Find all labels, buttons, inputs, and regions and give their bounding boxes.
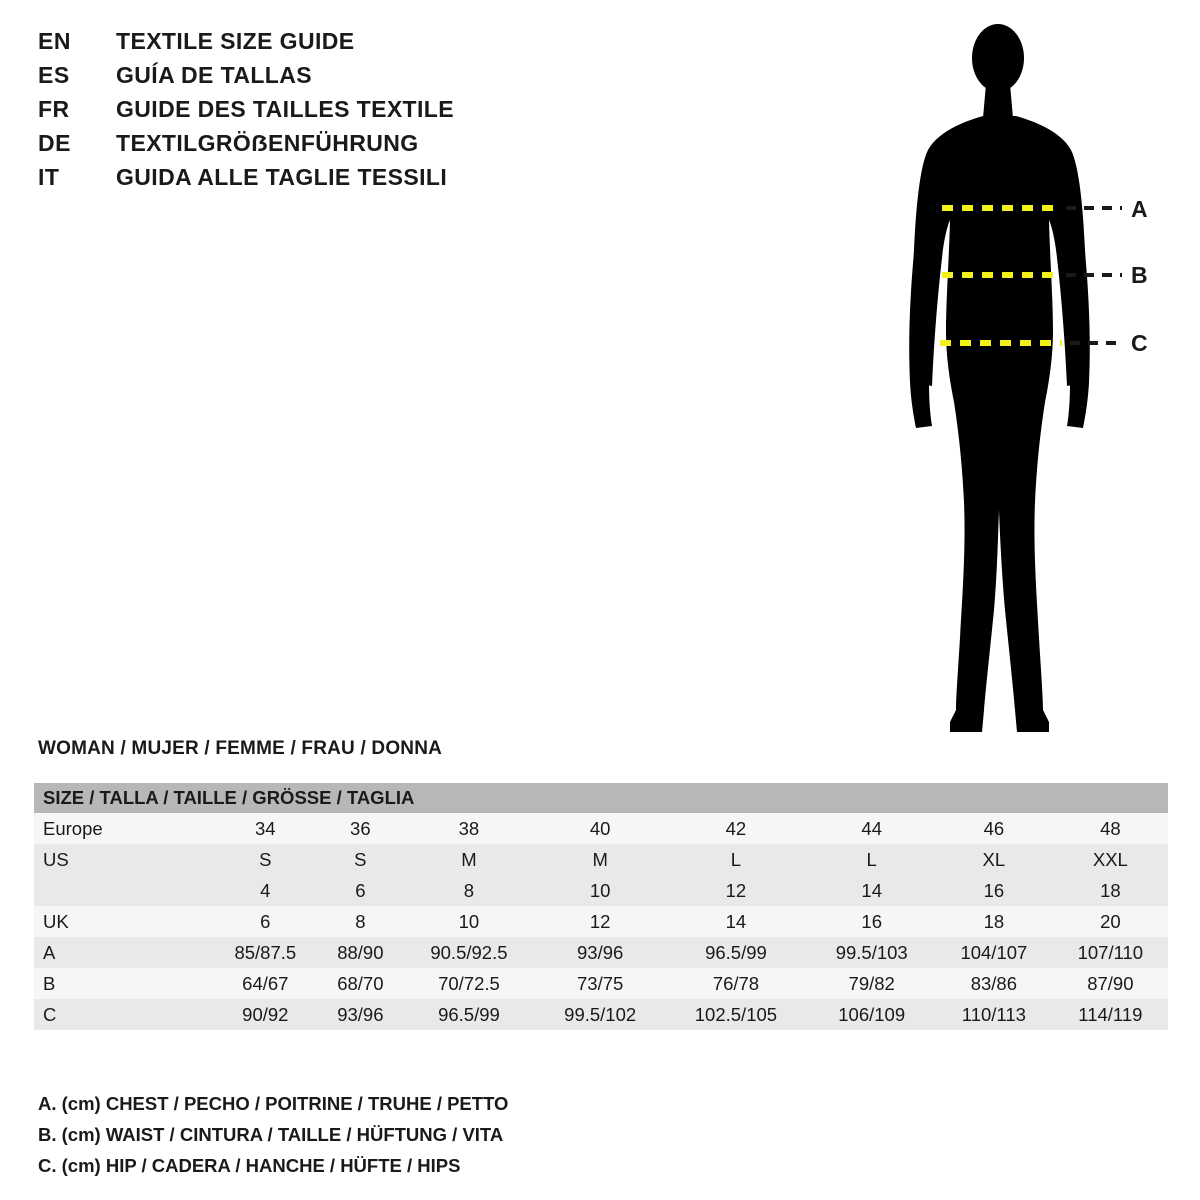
cell: L bbox=[664, 844, 809, 875]
cell: 16 bbox=[808, 906, 935, 937]
language-title-block bbox=[38, 28, 658, 198]
waist-measurement-label: B bbox=[1131, 262, 1148, 288]
cell: XXL bbox=[1053, 844, 1168, 875]
table-row bbox=[34, 937, 1168, 968]
cell: 99.5/103 bbox=[808, 937, 935, 968]
cell: 38 bbox=[401, 813, 537, 844]
cell: M bbox=[401, 844, 537, 875]
cell: 104/107 bbox=[935, 937, 1053, 968]
measurement-legend bbox=[38, 1088, 738, 1181]
cell: 4 bbox=[211, 875, 320, 906]
cell: 68/70 bbox=[320, 968, 401, 999]
cell: 70/72.5 bbox=[401, 968, 537, 999]
cell: 10 bbox=[537, 875, 664, 906]
cell: 42 bbox=[664, 813, 809, 844]
row-label: C bbox=[34, 999, 211, 1030]
cell: 16 bbox=[935, 875, 1053, 906]
table-header-label: SIZE / TALLA / TAILLE / GRÖSSE / TAGLIA bbox=[34, 783, 1168, 813]
cell: 107/110 bbox=[1053, 937, 1168, 968]
table-row bbox=[34, 999, 1168, 1030]
cell: S bbox=[320, 844, 401, 875]
cell: 6 bbox=[320, 875, 401, 906]
title-text: GUÍA DE TALLAS bbox=[116, 62, 312, 88]
female-silhouette-icon bbox=[850, 10, 1190, 750]
cell: 36 bbox=[320, 813, 401, 844]
cell: 18 bbox=[1053, 875, 1168, 906]
cell: 87/90 bbox=[1053, 968, 1168, 999]
table-row bbox=[34, 968, 1168, 999]
cell: 96.5/99 bbox=[401, 999, 537, 1030]
title-lang-code: ES bbox=[38, 62, 70, 88]
cell: 79/82 bbox=[808, 968, 935, 999]
cell: 76/78 bbox=[664, 968, 809, 999]
row-label: A bbox=[34, 937, 211, 968]
cell: 93/96 bbox=[537, 937, 664, 968]
cell: 73/75 bbox=[537, 968, 664, 999]
cell: 34 bbox=[211, 813, 320, 844]
title-row bbox=[38, 96, 658, 130]
cell: 99.5/102 bbox=[537, 999, 664, 1030]
cell: XL bbox=[935, 844, 1053, 875]
title-text: GUIDA ALLE TAGLIE TESSILI bbox=[116, 164, 448, 190]
cell: 110/113 bbox=[935, 999, 1053, 1030]
cell: 83/86 bbox=[935, 968, 1053, 999]
hip-measurement-label: C bbox=[1131, 330, 1148, 356]
cell: S bbox=[211, 844, 320, 875]
legend-chest: A. (cm) CHEST / PECHO / POITRINE / TRUHE / PETTO bbox=[38, 1093, 509, 1114]
chest-measurement-label: A bbox=[1131, 196, 1148, 222]
title-lang-code: EN bbox=[38, 28, 71, 54]
row-label: US bbox=[34, 844, 211, 875]
cell: 12 bbox=[537, 906, 664, 937]
cell: 85/87.5 bbox=[211, 937, 320, 968]
title-row bbox=[38, 164, 658, 198]
title-row bbox=[38, 28, 658, 62]
table-row bbox=[34, 906, 1168, 937]
cell: 106/109 bbox=[808, 999, 935, 1030]
title-lang-code: IT bbox=[38, 164, 60, 190]
row-label: Europe bbox=[34, 813, 211, 844]
row-label: UK bbox=[34, 906, 211, 937]
cell: 102.5/105 bbox=[664, 999, 809, 1030]
cell: 90.5/92.5 bbox=[401, 937, 537, 968]
cell: M bbox=[537, 844, 664, 875]
title-row bbox=[38, 62, 658, 96]
title-text: TEXTILE SIZE GUIDE bbox=[116, 28, 355, 54]
size-chart-table bbox=[34, 783, 1168, 1030]
cell: 8 bbox=[320, 906, 401, 937]
title-text: TEXTILGRÖẞENFÜHRUNG bbox=[116, 130, 419, 156]
cell: 114/119 bbox=[1053, 999, 1168, 1030]
female-body-figure bbox=[850, 10, 1190, 750]
section-heading-woman: WOMAN / MUJER / FEMME / FRAU / DONNA bbox=[38, 738, 443, 759]
cell: 18 bbox=[935, 906, 1053, 937]
cell: L bbox=[808, 844, 935, 875]
cell: 40 bbox=[537, 813, 664, 844]
cell: 88/90 bbox=[320, 937, 401, 968]
cell: 12 bbox=[664, 875, 809, 906]
cell: 90/92 bbox=[211, 999, 320, 1030]
cell: 6 bbox=[211, 906, 320, 937]
cell: 10 bbox=[401, 906, 537, 937]
cell: 93/96 bbox=[320, 999, 401, 1030]
row-label: B bbox=[34, 968, 211, 999]
title-row bbox=[38, 130, 658, 164]
cell: 20 bbox=[1053, 906, 1168, 937]
row-label bbox=[34, 875, 211, 906]
cell: 14 bbox=[664, 906, 809, 937]
table-header-row bbox=[34, 783, 1168, 813]
table-row bbox=[34, 813, 1168, 844]
table-row bbox=[34, 875, 1168, 906]
cell: 14 bbox=[808, 875, 935, 906]
cell: 44 bbox=[808, 813, 935, 844]
cell: 46 bbox=[935, 813, 1053, 844]
table-row bbox=[34, 844, 1168, 875]
cell: 48 bbox=[1053, 813, 1168, 844]
legend-waist: B. (cm) WAIST / CINTURA / TAILLE / HÜFTUNG / VITA bbox=[38, 1124, 504, 1145]
legend-hip: C. (cm) HIP / CADERA / HANCHE / HÜFTE / HIPS bbox=[38, 1155, 461, 1176]
title-text: GUIDE DES TAILLES TEXTILE bbox=[116, 96, 454, 122]
cell: 8 bbox=[401, 875, 537, 906]
cell: 96.5/99 bbox=[664, 937, 809, 968]
cell: 64/67 bbox=[211, 968, 320, 999]
title-lang-code: FR bbox=[38, 96, 70, 122]
title-lang-code: DE bbox=[38, 130, 71, 156]
